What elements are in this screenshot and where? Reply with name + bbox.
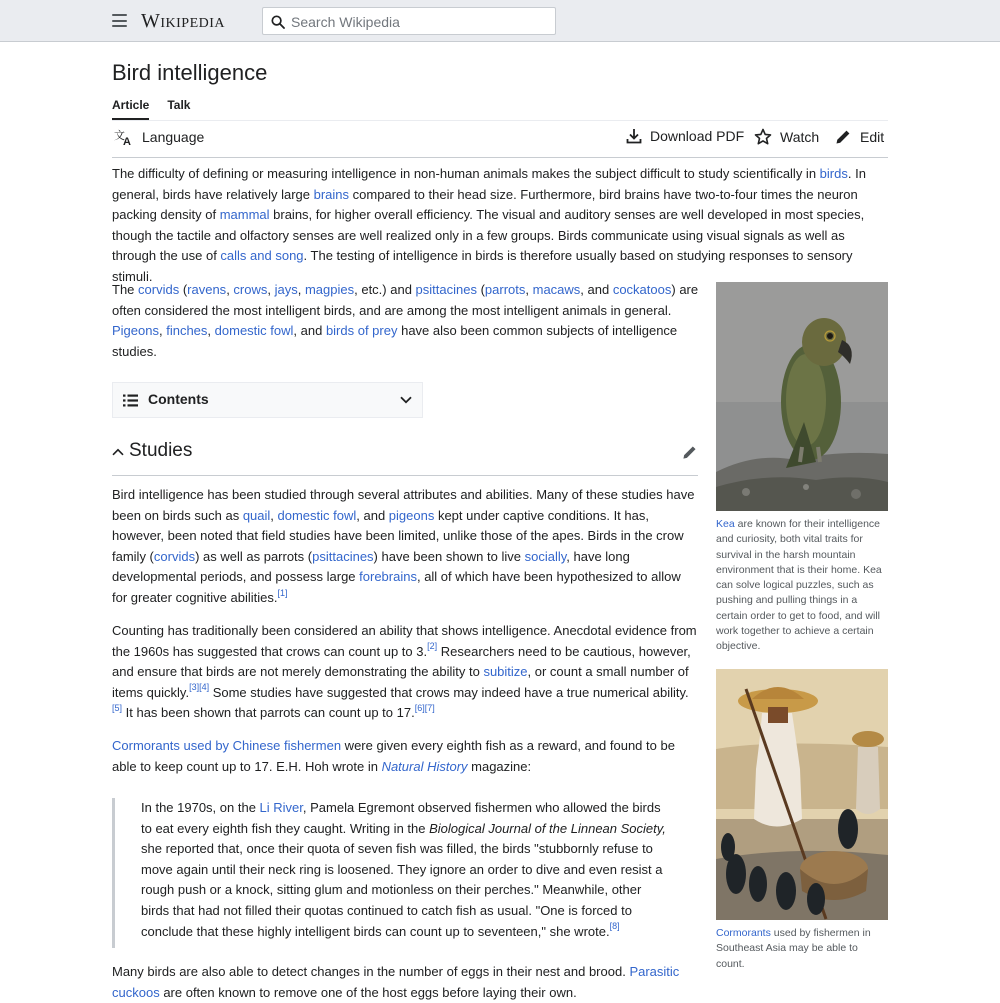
reference-link[interactable]: [2] xyxy=(427,641,438,652)
inline-link[interactable]: socially xyxy=(524,548,567,564)
inline-link[interactable]: subitize xyxy=(483,664,528,680)
table-of-contents-toggle[interactable] xyxy=(112,382,423,418)
text-segment: Bird intelligence has been studied through several attributes and abilities. Many of these studies have been on birds such as xyxy=(112,487,695,523)
text-segment: ( xyxy=(179,282,188,297)
chevron-up-icon[interactable] xyxy=(112,448,124,456)
text-segment: ) are often considered the most intelligent birds, and are among the most intelligent animals in general. xyxy=(112,282,699,318)
reference-link[interactable]: [3] xyxy=(189,682,200,693)
reference xyxy=(610,921,620,931)
inline-link[interactable]: psittacines xyxy=(312,548,374,564)
star-icon xyxy=(754,128,772,146)
translate-icon xyxy=(114,128,134,146)
text-segment: , xyxy=(270,507,278,523)
inline-link[interactable]: Kea xyxy=(716,518,735,530)
inline-link[interactable]: corvids xyxy=(138,282,180,297)
inline-link[interactable]: birds of prey xyxy=(325,323,398,339)
list-icon xyxy=(123,394,138,407)
reference xyxy=(112,703,122,713)
text-segment: Some studies have suggested that crows may indeed have a true numerical ability. xyxy=(209,684,689,700)
text-segment: . The testing of intelligence in birds is therefore usually based on studying responses to sensory stimuli. xyxy=(112,248,853,284)
top-header xyxy=(0,0,1000,42)
text-segment: brains, for higher overall efficiency. The visual and auditory senses are well developed in most species, though the tactile and olfactory senses are well realized only in a few groups. Birds communicate using visual signals as well as through the use of xyxy=(112,207,865,264)
text-segment: used by fishermen in Southeast Asia may be able to count. xyxy=(716,927,871,970)
reference-link[interactable]: [7] xyxy=(424,703,435,714)
text-segment: , and xyxy=(356,507,389,523)
studies-paragraph-3 xyxy=(112,736,698,777)
search-icon xyxy=(271,15,285,29)
inline-link[interactable]: Cormorants used by Chinese fishermen xyxy=(112,738,342,753)
inline-link[interactable]: quail xyxy=(242,507,271,523)
inline-link[interactable]: Parasitic cuckoos xyxy=(112,964,680,1000)
inline-link[interactable]: domestic fowl xyxy=(277,507,357,523)
text-segment: , xyxy=(525,282,533,297)
download-pdf-label: Download PDF xyxy=(650,128,745,144)
page-tabs xyxy=(112,98,190,120)
text-segment: are often known to remove one of the host eggs before laying their own. xyxy=(159,984,577,1000)
reference-link[interactable]: [1] xyxy=(277,587,288,598)
page-toolbar xyxy=(112,128,888,150)
studies-paragraph-2 xyxy=(112,621,698,724)
inline-link[interactable]: ravens xyxy=(187,282,227,297)
text-segment: In the 1970s, on the xyxy=(141,800,260,815)
search-box[interactable] xyxy=(262,7,556,35)
text-segment: The difficulty of defining or measuring intelligence in non-human animals makes the subject difficult to study scientifically in xyxy=(112,166,820,181)
inline-link[interactable]: mammal xyxy=(219,207,270,223)
text-segment: , xyxy=(267,282,275,297)
text-segment: , etc.) and xyxy=(354,282,416,297)
language-label: Language xyxy=(142,129,205,145)
text-segment: Many birds are also able to detect changes in the number of eggs in their nest and brood. xyxy=(112,964,630,979)
main-menu-icon[interactable] xyxy=(112,14,127,27)
kea-photo[interactable] xyxy=(716,282,888,511)
inline-link[interactable]: birds xyxy=(819,166,848,181)
edit-button[interactable] xyxy=(835,128,884,145)
intro-paragraph-1 xyxy=(112,164,888,288)
chevron-down-icon xyxy=(400,396,412,404)
section-title: Studies xyxy=(129,440,193,461)
blockquote xyxy=(112,798,698,948)
tabs-divider xyxy=(112,120,888,121)
page-title: Bird intelligence xyxy=(112,60,268,85)
watch-button[interactable] xyxy=(754,128,819,146)
edit-label: Edit xyxy=(860,128,885,145)
reference xyxy=(277,588,287,598)
figure-cormorants xyxy=(716,669,888,972)
inline-link[interactable]: brains xyxy=(313,186,350,202)
section-heading-studies xyxy=(112,440,698,476)
svg-text:A: A xyxy=(123,136,131,146)
kea-caption xyxy=(716,517,888,655)
reference-link[interactable]: [8] xyxy=(609,921,620,932)
reference xyxy=(425,703,435,713)
studies-paragraph-1 xyxy=(112,485,698,609)
text-segment: magazine: xyxy=(467,758,532,774)
text-segment: , have long developmental periods, and possess large xyxy=(112,548,630,585)
inline-link[interactable]: finches xyxy=(166,323,208,339)
text-segment: , Pamela Egremont observed fishermen who allowed the birds to eat every eighth fish they caught. Writing in the xyxy=(141,800,661,836)
text-segment: have also been common subjects of intelligence studies. xyxy=(112,323,678,359)
figure-kea xyxy=(716,282,888,655)
inline-link[interactable]: jays xyxy=(274,282,298,297)
text-segment: are known for their intelligence and curiosity, both vital traits for survival in the harsh mountain environment that is their home. Kea can solve logical puzzles, such as pushing and pulling things in a certain order to get to food, and will work together to achieve a certain objective. xyxy=(716,518,882,653)
section-edit-pencil-icon[interactable] xyxy=(682,444,698,460)
text-segment: she reported that, once their quota of seven fish was filled, the birds "stubbornly refuse to move again until their neck ring is loosened. They ignore an order to dive and even resist a rough push or a knock, sitting glum and motionless on their perches." Meanwhile, other birds that had not filled their quotas continued to catch fish as usual. "One is forced to conclude that these highly intelligent birds can count up to seventeen," she wrote. xyxy=(141,841,663,939)
inline-link[interactable]: pigeons xyxy=(388,507,435,523)
text-segment: , xyxy=(207,323,215,339)
watch-label: Watch xyxy=(780,129,820,145)
tab-talk[interactable]: Talk xyxy=(167,98,191,112)
text-segment: , and xyxy=(293,323,326,339)
blockquote-text xyxy=(141,798,671,942)
inline-link[interactable]: Cormorants xyxy=(716,927,771,939)
reference-link[interactable]: [5] xyxy=(112,703,123,714)
text-segment: ) as well as parrots ( xyxy=(195,548,313,564)
text-segment: , all of which have been hypothesized to allow for greater cognitive abilities. xyxy=(112,569,681,605)
inline-link[interactable]: crows xyxy=(233,282,268,297)
reference-link[interactable]: [4] xyxy=(199,682,210,693)
reference xyxy=(189,682,199,692)
studies-paragraph-4 xyxy=(112,962,698,1003)
text-segment: , xyxy=(297,282,305,297)
text-segment: ) have been shown to live xyxy=(373,548,525,564)
svg-text:文: 文 xyxy=(114,130,125,142)
cormorant-painting[interactable] xyxy=(716,669,888,920)
inline-link[interactable]: Li River xyxy=(259,800,303,815)
text-segment: It has been shown that parrots can count up to 17. xyxy=(122,705,415,721)
reference xyxy=(427,641,437,651)
inline-link[interactable]: macaws xyxy=(532,282,581,297)
toolbar-divider xyxy=(112,157,888,158)
text-segment: ( xyxy=(476,282,485,297)
reference-link[interactable]: [6] xyxy=(414,703,425,714)
text-segment: Researchers need to be cautious, however, and ensure that birds are not merely demonstrating the ability to xyxy=(112,643,691,680)
search-input[interactable] xyxy=(291,12,546,32)
text-segment: The xyxy=(112,282,139,297)
text-segment: , and xyxy=(580,282,613,297)
intro-paragraph-2 xyxy=(112,280,702,362)
download-icon xyxy=(626,128,642,144)
text-segment: Biological Journal of the Linnean Society, xyxy=(429,820,666,836)
inline-link[interactable]: Natural History xyxy=(381,758,468,774)
text-segment: , xyxy=(158,323,167,339)
pencil-icon xyxy=(835,128,852,145)
contents-label: Contents xyxy=(148,391,209,407)
text-segment: compared to their head size. Furthermore, bird brains have two-to-four times the neuron packing density of xyxy=(112,186,858,223)
wikipedia-logo[interactable]: Wikipedia xyxy=(141,10,226,32)
inline-link[interactable]: cockatoos xyxy=(612,282,672,297)
inline-link[interactable]: calls and song xyxy=(220,248,304,264)
inline-link[interactable]: psittacines xyxy=(415,282,477,297)
text-segment: kept under captive conditions. It has, however, been noted that field studies have been limited, unlike those of the apes. Birds in the crow family ( xyxy=(112,507,684,564)
tab-article[interactable]: Article xyxy=(112,98,149,120)
cormorant-caption xyxy=(716,926,888,972)
reference xyxy=(199,682,209,692)
inline-link[interactable]: forebrains xyxy=(359,569,417,585)
text-segment: Counting has traditionally been considered an ability that shows intelligence. Anecdotal evidence from the 1960s has suggested that crows can count up to 3. xyxy=(112,623,697,659)
text-segment: were given every eighth fish as a reward, and found to be able to keep count up to 17. E.H. Hoh wrote in xyxy=(112,738,675,774)
inline-link[interactable]: domestic fowl xyxy=(214,323,294,339)
inline-link[interactable]: parrots xyxy=(484,282,526,297)
inline-link[interactable]: corvids xyxy=(153,548,196,564)
text-segment: . In general, birds have relatively large xyxy=(112,166,866,202)
inline-link[interactable]: Pigeons xyxy=(112,323,159,339)
language-button[interactable] xyxy=(114,128,204,146)
download-pdf-button[interactable] xyxy=(626,128,744,144)
text-segment: , or count a small number of items quickly. xyxy=(112,664,689,700)
text-segment: , xyxy=(226,282,234,297)
inline-link[interactable]: magpies xyxy=(304,282,355,297)
reference xyxy=(415,703,425,713)
